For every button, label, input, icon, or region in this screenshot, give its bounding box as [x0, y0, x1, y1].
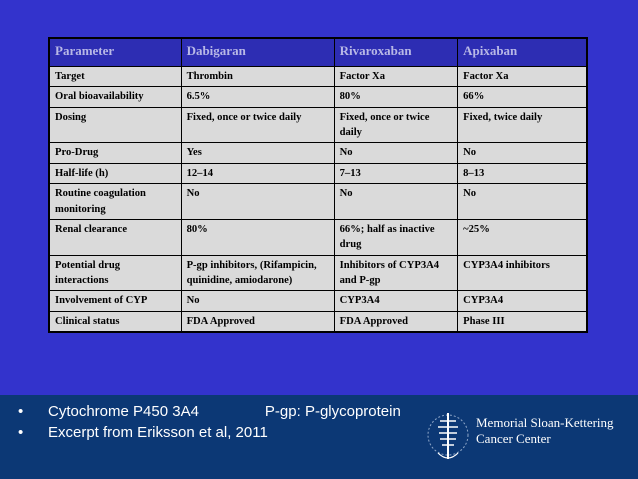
bullet-text-pgp: P-gp: P-glycoprotein: [264, 403, 401, 420]
header-rivaroxaban: Rivaroxaban: [334, 39, 458, 67]
table-cell: Potential drug interactions: [50, 255, 182, 291]
table-header-row: [50, 39, 587, 67]
table-cell: Routine coagulation monitoring: [50, 184, 182, 220]
bullet-text-cyp: Cytochrome P450 3A4: [48, 403, 199, 420]
logo-line-2: Cancer Center: [476, 431, 551, 446]
table-cell: CYP3A4 inhibitors: [458, 255, 587, 291]
table-cell: ~25%: [458, 219, 587, 255]
table-cell: 66%: [458, 87, 587, 107]
table-cell: No: [458, 143, 587, 163]
table-cell: Fixed, twice daily: [458, 107, 587, 143]
bullet-item: [18, 401, 401, 422]
table-cell: Target: [50, 67, 182, 87]
table-cell: Involvement of CYP: [50, 291, 182, 311]
table-cell: CYP3A4: [334, 291, 458, 311]
table-row: [50, 255, 587, 291]
table-cell: No: [458, 184, 587, 220]
table-row: [50, 163, 587, 183]
table-cell: Dosing: [50, 107, 182, 143]
table-cell: Inhibitors of CYP3A4 and P-gp: [334, 255, 458, 291]
logo-line-1: Memorial Sloan-Kettering: [476, 415, 614, 430]
bullet-item: [18, 422, 401, 443]
table-cell: 12–14: [181, 163, 334, 183]
table-cell: Fixed, once or twice daily: [334, 107, 458, 143]
bullet-dot: •: [18, 403, 24, 420]
table-cell: 80%: [334, 87, 458, 107]
table-row: [50, 107, 587, 143]
table-cell: Factor Xa: [458, 67, 587, 87]
table-cell: 7–13: [334, 163, 458, 183]
table-cell: Half-life (h): [50, 163, 182, 183]
table-cell: No: [334, 143, 458, 163]
table-cell: Oral bioavailability: [50, 87, 182, 107]
anticoagulant-comparison-table: [49, 38, 587, 332]
table-cell: Phase III: [458, 311, 587, 331]
table-cell: No: [334, 184, 458, 220]
table-cell: No: [181, 291, 334, 311]
table-cell: 80%: [181, 219, 334, 255]
table-row: [50, 291, 587, 311]
comparison-table-frame: [48, 37, 588, 333]
table-cell: No: [181, 184, 334, 220]
table-cell: 66%; half as inactive drug: [334, 219, 458, 255]
table-cell: 6.5%: [181, 87, 334, 107]
table-cell: FDA Approved: [181, 311, 334, 331]
table-cell: Clinical status: [50, 311, 182, 331]
bullet-dot: •: [18, 424, 24, 441]
table-row: [50, 311, 587, 331]
table-row: [50, 143, 587, 163]
table-cell: Thrombin: [181, 67, 334, 87]
header-apixaban: Apixaban: [458, 39, 587, 67]
msk-seal-icon: [424, 405, 470, 465]
msk-logo-text: [476, 415, 614, 447]
table-row: [50, 87, 587, 107]
table-row: [50, 219, 587, 255]
table-row: [50, 184, 587, 220]
msk-logo: [424, 405, 624, 465]
table-cell: Renal clearance: [50, 219, 182, 255]
table-row: [50, 67, 587, 87]
table-cell: Yes: [181, 143, 334, 163]
bullet-list: [18, 401, 401, 443]
header-parameter: Parameter: [50, 39, 182, 67]
table-cell: FDA Approved: [334, 311, 458, 331]
table-cell: 8–13: [458, 163, 587, 183]
table-cell: CYP3A4: [458, 291, 587, 311]
table-cell: Pro-Drug: [50, 143, 182, 163]
table-cell: Fixed, once or twice daily: [181, 107, 334, 143]
table-cell: Factor Xa: [334, 67, 458, 87]
table-cell: P-gp inhibitors, (Rifampicin, quinidine, amiodarone): [181, 255, 334, 291]
header-dabigaran: Dabigaran: [181, 39, 334, 67]
bullet-text-excerpt: Excerpt from Eriksson et al, 2011: [48, 424, 268, 441]
